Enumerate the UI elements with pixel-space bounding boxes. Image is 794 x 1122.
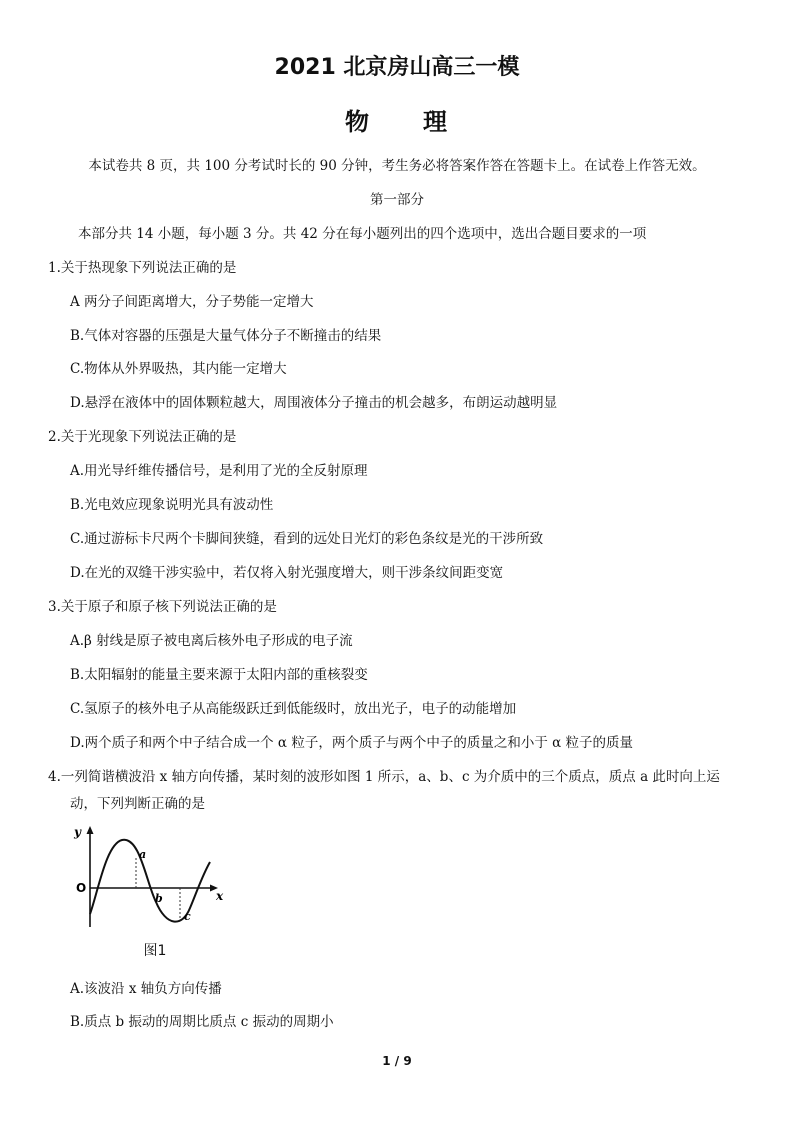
- question-1-stem: 1.关于热现象下列说法正确的是: [48, 260, 237, 276]
- question-3-stem: 3.关于原子和原子核下列说法正确的是: [48, 599, 277, 615]
- question-1-option-d: D.悬浮在液体中的固体颗粒越大，周围液体分子撞击的机会越多，布朗运动越明显: [70, 395, 558, 411]
- part-title: 第一部分: [370, 192, 424, 208]
- page-number: 1 / 9: [382, 1054, 412, 1068]
- question-2-option-d: D.在光的双缝干涉实验中，若仅将入射光强度增大，则干涉条纹间距变宽: [70, 565, 504, 581]
- exam-title: 2021 北京房山高三一模: [274, 55, 520, 80]
- subject-title: 物 理: [345, 108, 449, 136]
- figure-caption: 图1: [143, 943, 167, 959]
- exam-instructions: 本试卷共 8 页，共 100 分考试时长的 90 分钟，考生务必将答案作答在答题卡上。在试卷上作答无效。: [88, 158, 706, 174]
- question-1-option-c: C.物体从外界吸热，其内能一定增大: [70, 361, 287, 377]
- question-2-option-c: C.通过游标卡尺两个卡脚间狭缝，看到的远处日光灯的彩色条纹是光的干涉所致: [70, 531, 544, 547]
- point-a-label: a: [139, 848, 147, 861]
- question-1-option-a: A 两分子间距离增大，分子势能一定增大: [70, 294, 314, 310]
- question-4-option-b: B.质点 b 振动的周期比质点 c 振动的周期小: [70, 1014, 334, 1030]
- point-c-label: c: [184, 910, 191, 923]
- wave-figure: [70, 822, 230, 972]
- x-axis-label: x: [216, 889, 224, 903]
- question-3-option-a: A.β 射线是原子被电离后核外电子形成的电子流: [70, 633, 353, 649]
- wave-graph: [70, 822, 230, 937]
- question-2-option-b: B.光电效应现象说明光具有波动性: [70, 497, 274, 513]
- point-b-label: b: [155, 892, 163, 905]
- origin-label: O: [76, 881, 87, 895]
- question-4-option-a: A.该波沿 x 轴负方向传播: [70, 981, 222, 997]
- question-3-option-b: B.太阳辐射的能量主要来源于太阳内部的重核裂变: [70, 667, 368, 683]
- question-4-stem-line-2: 动，下列判断正确的是: [70, 796, 205, 812]
- question-3-option-d: D.两个质子和两个中子结合成一个 α 粒子，两个质子与两个中子的质量之和小于 α 粒子的质量: [70, 735, 634, 751]
- part-instructions: 本部分共 14 小题，每小题 3 分。共 42 分在每小题列出的四个选项中，选出合题目要求的一项: [78, 226, 647, 242]
- y-axis-arrow: [87, 826, 94, 834]
- y-axis-label: y: [74, 825, 81, 839]
- question-2-option-a: A.用光导纤维传播信号，是利用了光的全反射原理: [70, 463, 368, 479]
- question-1-option-b: B.气体对容器的压强是大量气体分子不断撞击的结果: [70, 328, 382, 344]
- question-4-stem-line-1: 4.一列简谐横波沿 x 轴方向传播，某时刻的波形如图 1 所示，a、b、c 为介质中的三个质点，质点 a 此时向上运: [48, 769, 720, 785]
- question-3-option-c: C.氢原子的核外电子从高能级跃迁到低能级时，放出光子，电子的动能增加: [70, 701, 517, 717]
- wave-curve: [90, 840, 210, 922]
- question-2-stem: 2.关于光现象下列说法正确的是: [48, 429, 237, 445]
